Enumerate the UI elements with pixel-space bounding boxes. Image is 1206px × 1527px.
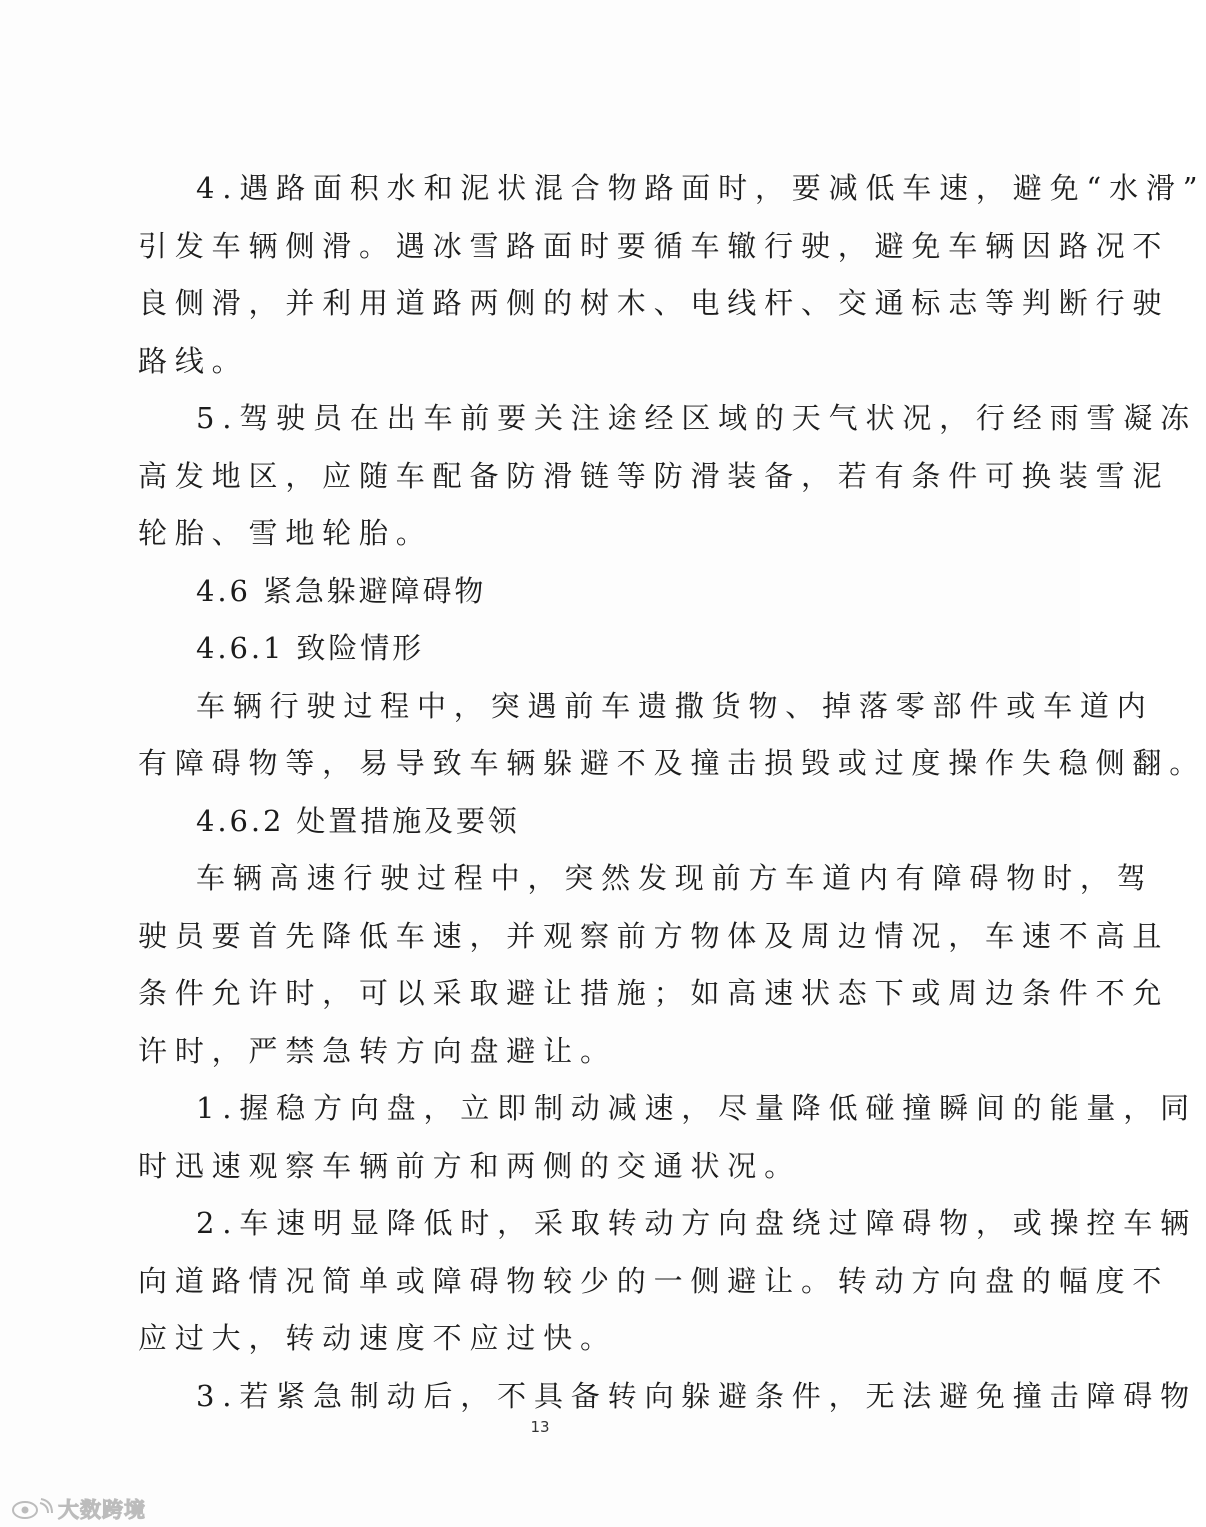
paragraph-line: 驶员要首先降低车速，并观察前方物体及周边情况，车速不高且 xyxy=(138,918,1170,953)
paragraph-line: 5.驾驶员在出车前要关注途经区域的天气状况，行经雨雪凝冻 xyxy=(196,401,1197,435)
paragraph-line: 向道路情况简单或障碍物较少的一侧避让。转动方向盘的幅度不 xyxy=(138,1263,1170,1298)
paragraph-line: 引发车辆侧滑。遇冰雪路面时要循车辙行驶，避免车辆因路况不 xyxy=(138,228,1170,263)
paragraph-line: 车辆行驶过程中，突遇前车遗撒货物、掉落零部件或车道内 xyxy=(196,688,1154,723)
paragraph-line: 2.车速明显降低时，采取转动方向盘绕过障碍物，或操控车辆 xyxy=(196,1206,1197,1240)
watermark-text: 大数跨境 xyxy=(58,1498,146,1522)
watermark xyxy=(10,1494,146,1524)
paragraph-line: 4.遇路面积水和泥状混合物路面时，要减低车速，避免“水滑” xyxy=(196,171,1206,205)
weibo-eye-logo-icon xyxy=(10,1497,54,1521)
paragraph-line: 良侧滑，并利用道路两侧的树木、电线杆、交通标志等判断行驶 xyxy=(138,286,1170,320)
section-heading: 4.6.1 致险情形 xyxy=(196,631,425,665)
paragraph-line: 应过大，转动速度不应过快。 xyxy=(138,1321,617,1355)
paragraph-line: 有障碍物等，易导致车辆躲避不及撞击损毁或过度操作失稳侧翻。 xyxy=(138,746,1206,780)
paragraph-line: 条件允许时，可以采取避让措施；如高速状态下或周边条件不允 xyxy=(138,976,1170,1010)
paragraph-line: 轮胎、雪地轮胎。 xyxy=(138,516,433,550)
paragraph-line: 许时，严禁急转方向盘避让。 xyxy=(138,1033,617,1068)
section-heading: 4.6 紧急躲避障碍物 xyxy=(196,573,487,608)
document-body xyxy=(138,160,1206,1425)
paragraph-line: 时迅速观察车辆前方和两侧的交通状况。 xyxy=(138,1148,801,1183)
paragraph-line: 路线。 xyxy=(138,343,249,378)
paragraph-line: 车辆高速行驶过程中，突然发现前方车道内有障碍物时，驾 xyxy=(196,861,1154,895)
paragraph-line: 3.若紧急制动后，不具备转向躲避条件，无法避免撞击障碍物 xyxy=(196,1378,1197,1413)
page-number: 13 xyxy=(530,1418,550,1436)
section-heading: 4.6.2 处置措施及要领 xyxy=(196,803,520,838)
paragraph-line: 高发地区，应随车配备防滑链等防滑装备，若有条件可换装雪泥 xyxy=(138,458,1170,493)
paragraph-line: 1.握稳方向盘，立即制动减速，尽量降低碰撞瞬间的能量，同 xyxy=(196,1091,1197,1125)
